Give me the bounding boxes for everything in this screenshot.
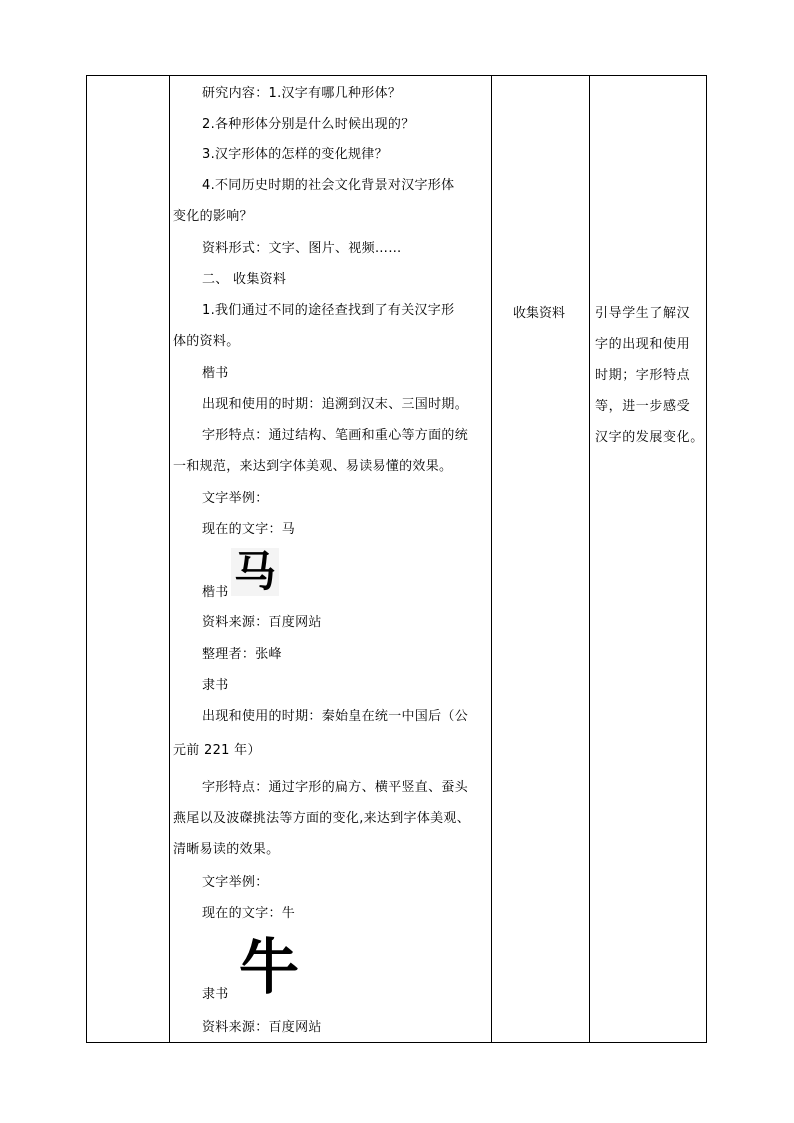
text-line: 资料来源：百度网站 bbox=[202, 615, 322, 630]
text-line: 整理者：张峰 bbox=[202, 647, 282, 662]
column-divider bbox=[169, 76, 170, 1042]
column-divider bbox=[491, 76, 492, 1042]
text-line: 现在的文字：马 bbox=[202, 522, 296, 537]
text-line: 元前 221 年） bbox=[173, 743, 261, 758]
text-line: 燕尾以及波磔挑法等方面的变化,来达到字体美观、 bbox=[173, 811, 471, 826]
purpose-line: 汉字的发展变化。 bbox=[595, 430, 704, 445]
lishu-niu-glyph: 牛 bbox=[239, 933, 299, 1003]
text-line: 字形特点：通过结构、笔画和重心等方面的统 bbox=[202, 428, 469, 443]
text-line: 现在的文字：牛 bbox=[202, 906, 296, 921]
purpose-line: 等，进一步感受 bbox=[595, 399, 691, 414]
text-line: 资料形式：文字、图片、视频…… bbox=[202, 241, 402, 256]
script-heading-kaishu: 楷书 bbox=[202, 366, 229, 381]
purpose-line: 时期；字形特点 bbox=[595, 368, 691, 383]
text-line: 清晰易读的效果。 bbox=[173, 842, 280, 857]
text-line: 变化的影响？ bbox=[173, 209, 253, 224]
purpose-line: 字的出现和使用 bbox=[595, 337, 691, 352]
text-line: 1.我们通过不同的途径查找到了有关汉字形 bbox=[202, 303, 455, 318]
text-line: 字形特点：通过字形的扁方、横平竖直、蚕头 bbox=[202, 780, 469, 795]
text-line: 出现和使用的时期：追溯到汉末、三国时期。 bbox=[202, 397, 469, 412]
kaishu-ma-glyph: 马 bbox=[231, 548, 279, 596]
text-line: 4.不同历史时期的社会文化背景对汉字形体 bbox=[202, 178, 455, 193]
column-divider bbox=[589, 76, 590, 1042]
glyph-caption: 隶书 bbox=[202, 987, 229, 1002]
glyph-caption: 楷书 bbox=[202, 585, 229, 600]
text-line: 文字举例： bbox=[202, 491, 269, 506]
text-line: 资料来源：百度网站 bbox=[202, 1020, 322, 1035]
text-line: 2.各种形体分别是什么时候出现的？ bbox=[202, 117, 415, 132]
section-heading: 二、 收集资料 bbox=[202, 272, 287, 287]
purpose-cell bbox=[595, 298, 705, 453]
script-heading-lishu: 隶书 bbox=[202, 678, 229, 693]
purpose-line: 引导学生了解汉 bbox=[595, 306, 691, 321]
text-line: 研究内容：1.汉字有哪几种形体？ bbox=[202, 86, 402, 101]
activity-cell: 收集资料 bbox=[512, 306, 565, 321]
lesson-table bbox=[86, 75, 707, 1043]
text-line: 3.汉字形体的怎样的变化规律？ bbox=[202, 147, 388, 162]
text-line: 体的资料。 bbox=[173, 334, 240, 349]
text-line: 一和规范，来达到字体美观、易读易懂的效果。 bbox=[173, 459, 453, 474]
text-line: 出现和使用的时期：秦始皇在统一中国后（公 bbox=[202, 709, 469, 724]
text-line: 文字举例： bbox=[202, 875, 269, 890]
